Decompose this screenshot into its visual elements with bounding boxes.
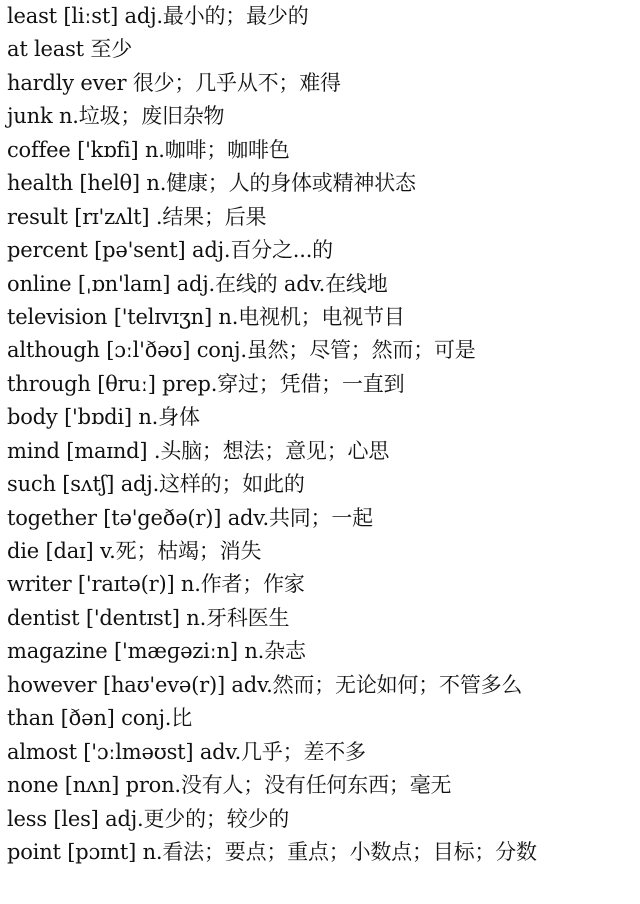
- vocabulary-list: [7, 0, 632, 869]
- vocab-entry: health [helθ] n.健康；人的身体或精神状态: [7, 171, 416, 196]
- vocab-entry: such [sʌtʃ] adj.这样的；如此的: [7, 472, 305, 497]
- vocab-entry: body ['bɒdi] n.身体: [7, 405, 200, 430]
- vocab-entry: percent [pə'sent] adj.百分之...的: [7, 238, 333, 263]
- vocab-entry: result [rɪ'zʌlt] .结果；后果: [7, 204, 267, 229]
- vocab-entry: coffee ['kɒfi] n.咖啡；咖啡色: [7, 137, 290, 162]
- vocab-entry: at least 至少: [7, 37, 132, 62]
- vocab-entry: less [les] adj.更少的；较少的: [7, 806, 290, 831]
- vocab-entry: least [liːst] adj.最小的；最少的: [7, 4, 309, 28]
- vocab-entry: online [ˌɒn'laɪn] adj.在线的 adv.在线地: [7, 271, 388, 296]
- vocab-entry: through [θruː] prep.穿过；凭借；一直到: [7, 371, 405, 396]
- vocab-entry: almost ['ɔːlməʊst] adv.几乎；差不多: [7, 739, 366, 764]
- vocab-entry: television ['telɪvɪʒn] n.电视机；电视节目: [7, 304, 405, 329]
- vocab-entry: hardly ever 很少；几乎从不；难得: [7, 70, 341, 95]
- vocab-entry: writer ['raɪtə(r)] n.作者；作家: [7, 572, 305, 597]
- vocab-entry: mind [maɪnd] .头脑；想法；意见；心思: [7, 438, 390, 463]
- vocab-entry: however [haʊ'evə(r)] adv.然而；无论如何；不管多么: [7, 672, 523, 697]
- vocab-entry: magazine ['mæɡəziːn] n.杂志: [7, 639, 306, 664]
- vocab-entry: although [ɔːl'ðəʊ] conj.虽然；尽管；然而；可是: [7, 338, 476, 363]
- vocab-entry: than [ðən] conj.比: [7, 706, 193, 731]
- vocab-entry: dentist ['dentɪst] n.牙科医生: [7, 605, 290, 630]
- vocab-entry: junk n.垃圾；废旧杂物: [7, 104, 225, 129]
- vocab-entry: together [tə'geðə(r)] adv.共同；一起: [7, 505, 373, 530]
- vocab-entry: none [nʌn] pron.没有人；没有任何东西；毫无: [7, 773, 452, 798]
- vocab-entry: die [daɪ] v.死；枯竭；消失: [7, 539, 262, 563]
- vocab-entry: point [pɔɪnt] n.看法；要点；重点；小数点；目标；分数: [7, 839, 537, 864]
